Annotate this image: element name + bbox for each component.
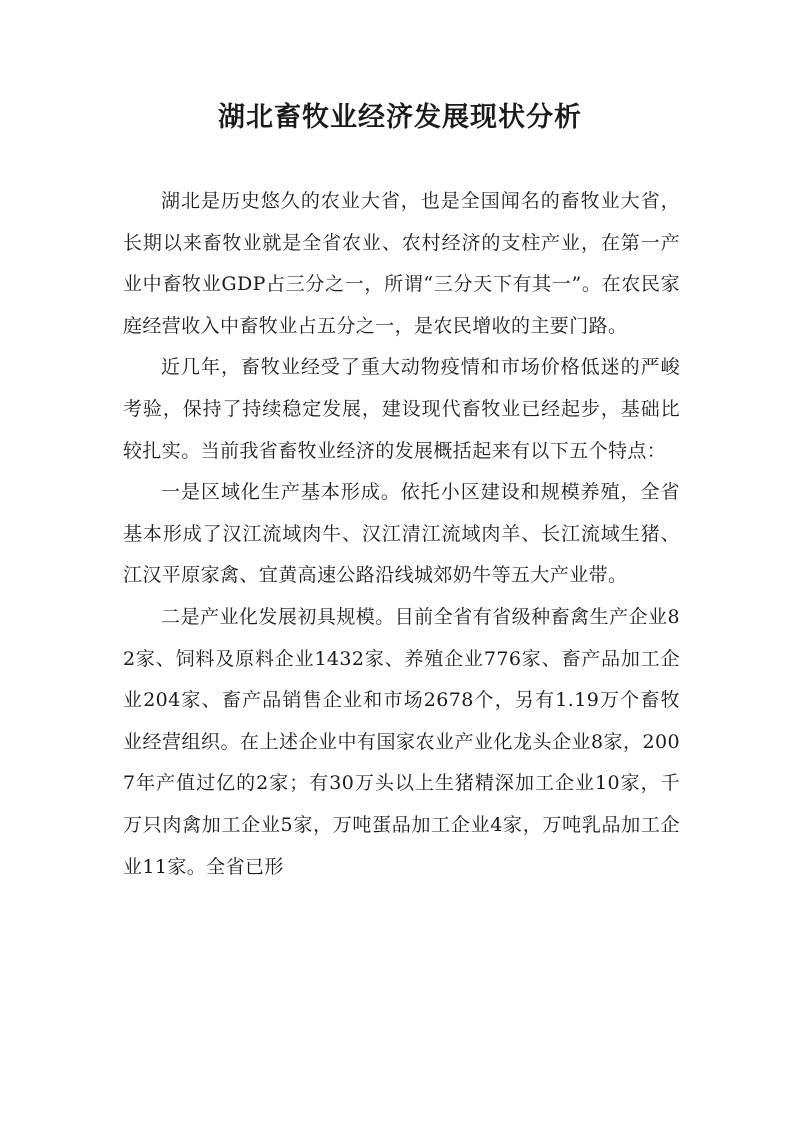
paragraph-3: 一是区域化生产基本形成。依托小区建设和规模养殖，全省基本形成了汉江流域肉牛、汉江清江流域肉羊、长江流域生猪、江汉平原家禽、宜黄高速公路沿线城郊奶牛等五大产业带。 xyxy=(123,481,680,587)
document-title: 湖北畜牧业经济发展现状分析 xyxy=(218,102,582,133)
paragraph-1: 湖北是历史悠久的农业大省，也是全国闻名的畜牧业大省，长期以来畜牧业就是全省农业、农村经济的支柱产业，在第一产业中畜牧业GDP占三分之一，所谓“三分天下有其一”。在农民家庭经营收入中畜牧业占五分之一，是农民增收的主要门路。 xyxy=(123,190,680,337)
paragraph-2: 近几年，畜牧业经受了重大动物疫情和市场价格低迷的严峻考验，保持了持续稳定发展，建设现代畜牧业已经起步，基础比较扎实。当前我省畜牧业经济的发展概括起来有以下五个特点： xyxy=(123,356,680,462)
paragraph-4: 二是产业化发展初具规模。目前全省有省级种畜禽生产企业82家、饲料及原料企业1432家、养殖企业776家、畜产品加工企业204家、畜产品销售企业和市场2678个，另有1.19万个畜牧业经营组织。在上述企业中有国家农业产业化龙头企业8家，2007年产值过亿的2家；有30万头以上生猪精深加工企业10家，千万只肉禽加工企业5家，万吨蛋品加工企业4家，万吨乳品加工企业11家。全省已形 xyxy=(123,605,680,878)
document-body xyxy=(123,181,680,888)
